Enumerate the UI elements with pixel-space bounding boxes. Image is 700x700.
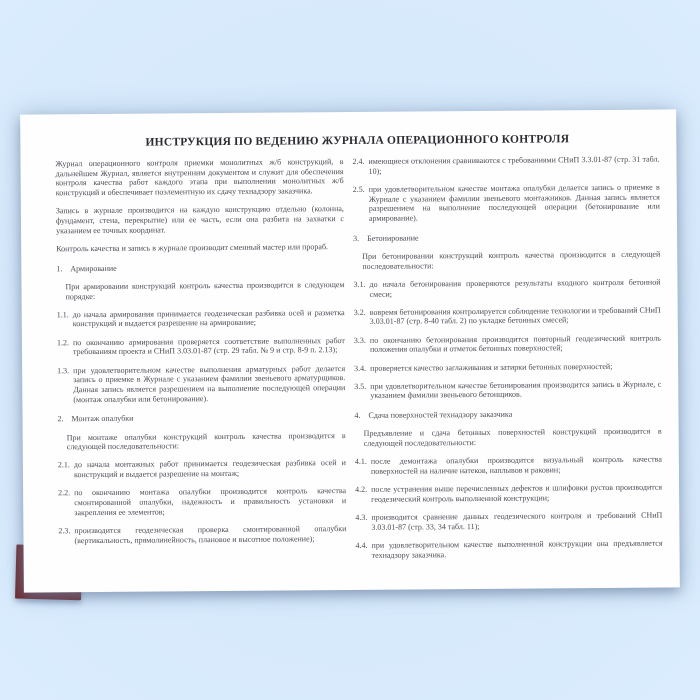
document-paragraph: [56, 280, 344, 302]
document-page: [20, 109, 680, 592]
item-number: 2.1.: [57, 460, 70, 470]
list-item: [354, 379, 661, 401]
block-text: производится геодезическая проверка смонтированной опалубки (вертикальность, прямолинейность, плановое и высотное положение);: [74, 524, 347, 545]
block-text: после демонтажа опалубки производится визуальный контроль качества поверхностей на наличие натеков, наплывов и раковин;: [370, 454, 662, 476]
document-paragraph: [355, 427, 662, 449]
document-sheet-wrapper: [20, 109, 680, 592]
block-text: вовремя бетонирования контролируется соблюдение технологии и требований СНиП 3.03.01-87 (стр. 8-40 табл. 2) по укладке бетонных смесей;: [369, 305, 661, 327]
document-paragraph: [56, 204, 344, 235]
item-number: 1.: [56, 263, 63, 273]
block-text: имеющиеся отклонения сравниваются с требованиями СНиП 3.3.01-87 (стр. 31 табл. 10);: [368, 154, 660, 176]
block-text: по окончанию бетонирования производится повторный геодезический контроль положения опалубки и отметок бетонных поверхностей;: [369, 333, 661, 355]
item-number: 4.1.: [354, 457, 367, 467]
block-text: Предъявление и сдача бетонных поверхностей конструкций производится в следующей последовательности:: [363, 426, 662, 448]
document-paragraph: [353, 249, 660, 271]
list-item: [58, 524, 346, 546]
item-number: 4.2.: [355, 485, 368, 495]
list-item: [355, 455, 662, 477]
list-item: [352, 155, 659, 177]
list-item: [355, 483, 662, 505]
item-number: 3.3.: [353, 335, 366, 345]
list-item: [57, 308, 345, 330]
item-number: 4.: [354, 411, 361, 421]
item-number: 2.: [57, 414, 64, 424]
block-text: до начала монтажных работ принимается геодезическая разбивка осей и конструкций и выдается разрешение на монтаж;: [73, 458, 346, 480]
document-paragraph: [56, 242, 344, 254]
block-text: Бетонирование: [367, 233, 419, 243]
item-number: 2.2.: [58, 488, 71, 498]
list-item: [353, 277, 660, 299]
list-item: [354, 361, 661, 373]
block-text: при удовлетворительном качестве монтажа опалубки делается запись о приемке в Журнале с указанием фамилии звеньевого монтажников. Данная запись является разрешением на выполнение последующей операции (бетонирование или армирование).: [368, 182, 660, 223]
document-column-left: [55, 157, 346, 554]
item-number: 3.1.: [353, 279, 366, 289]
list-item: [58, 459, 346, 481]
item-number: 1.2.: [56, 337, 69, 347]
block-text: Армирование: [70, 263, 117, 273]
block-text: При армировании конструкций контроль качества производится в следующем порядке:: [65, 279, 345, 301]
block-text: при удовлетворительном качестве выполненной конструкции она предъявляется технадзору заказчика.: [371, 538, 663, 560]
item-number: 3.5.: [354, 381, 367, 391]
block-text: Монтаж опалубки: [71, 414, 134, 424]
block-text: до начала бетонирования проверяются результаты входного контроля бетонной смеси;: [369, 277, 661, 299]
block-text: производится сравнение данных геодезического контроля и требований СНиП 3.03.01-87 (стр. 33, 34 табл. 11);: [371, 510, 663, 532]
block-text: Контроль качества и запись в журнале производит сменный мастер или прораб.: [56, 242, 329, 254]
section-heading: [354, 409, 661, 421]
item-number: 4.4.: [355, 540, 368, 550]
item-number: 3.: [353, 233, 360, 243]
block-text: после устранения выше перечисленных дефектов и шлифовки рустов производится геодезический контроль выполненной конструкции;: [371, 482, 663, 504]
list-item: [355, 511, 662, 533]
item-number: 2.3.: [58, 526, 71, 536]
list-item: [57, 336, 345, 358]
item-number: 3.2.: [353, 307, 366, 317]
document-paragraph: [55, 157, 343, 198]
list-item: [353, 182, 660, 223]
block-text: При бетонировании конструкций контроль качества производится в следующей последовательности:: [362, 249, 661, 271]
list-item: [354, 333, 661, 355]
block-text: при удовлетворительном качестве бетонирования производится запись в Журнале, с указанием фамилии звеньевого бетонщиков.: [370, 379, 662, 401]
block-text: при удовлетворительном качестве выполнения арматурных работ делается запись о приемке в Журнале с указанием фамилии звеньевого арматурщиков. Данная запись является разрешением на выполнение последующей операции (монтаж опалубки или бетонирование).: [73, 363, 346, 404]
block-text: до начала армирования принимается геодезическая разбивка осей и разметка конструкций и выдается разрешение на армирование;: [72, 307, 345, 329]
list-item: [58, 486, 346, 517]
item-number: 4.3.: [355, 512, 368, 523]
list-item: [57, 364, 345, 405]
block-text: Сдача поверхностей технадзору заказчика: [368, 409, 513, 421]
block-text: по окончанию армирования проверяется соответствие выполненных работ требованиям проекта и СНиП 3.03.01-87 (стр. 29 табл. № 9 и стр. 8-9 п. 2.13);: [72, 335, 345, 357]
section-heading: [57, 412, 345, 424]
document-column-right: [352, 155, 662, 569]
block-text: Журнал операционного контроля приемки монолитных ж/б конструкций, в дальнейшем Журнал, является внутренним документом и служит для обеспечения контроля качества работ каждого этапа при выполнении монолитных ж/б конструкций и обеспечивает поэлементную их сдачу технадзору заказчика.: [55, 157, 344, 198]
item-number: 2.4.: [352, 156, 365, 166]
block-text: При монтаже опалубки конструкций контроль качества производится в следующей последовательности:: [66, 430, 346, 452]
document-columns: [55, 155, 662, 572]
document-title: ИНСТРУКЦИЯ ПО ВЕДЕНИЮ ЖУРНАЛА ОПЕРАЦИОННОГО КОНТРОЛЯ: [145, 133, 570, 149]
document-paragraph: [58, 431, 346, 453]
block-text: проверяется качество заглаживания и затирки бетонных поверхностей;: [370, 361, 613, 373]
section-heading: [56, 262, 344, 274]
item-number: 3.4.: [354, 363, 367, 373]
list-item: [355, 539, 662, 561]
item-number: 1.1.: [56, 309, 69, 320]
item-number: 1.3.: [57, 365, 70, 375]
list-item: [354, 305, 661, 327]
item-number: 2.5.: [352, 184, 365, 194]
section-heading: [353, 231, 660, 243]
block-text: Запись в журнале производится на каждую конструкцию отдельно (колонна, фундамент, стена, перекрытие) или ее часть, если она разбита на захватки с указанием ее точных координат.: [55, 204, 344, 236]
block-text: по окончанию монтажа опалубки производится контроль качества смонтированной опалубки, надежность и правильность установки и закрепления ее элементов;: [74, 486, 347, 517]
